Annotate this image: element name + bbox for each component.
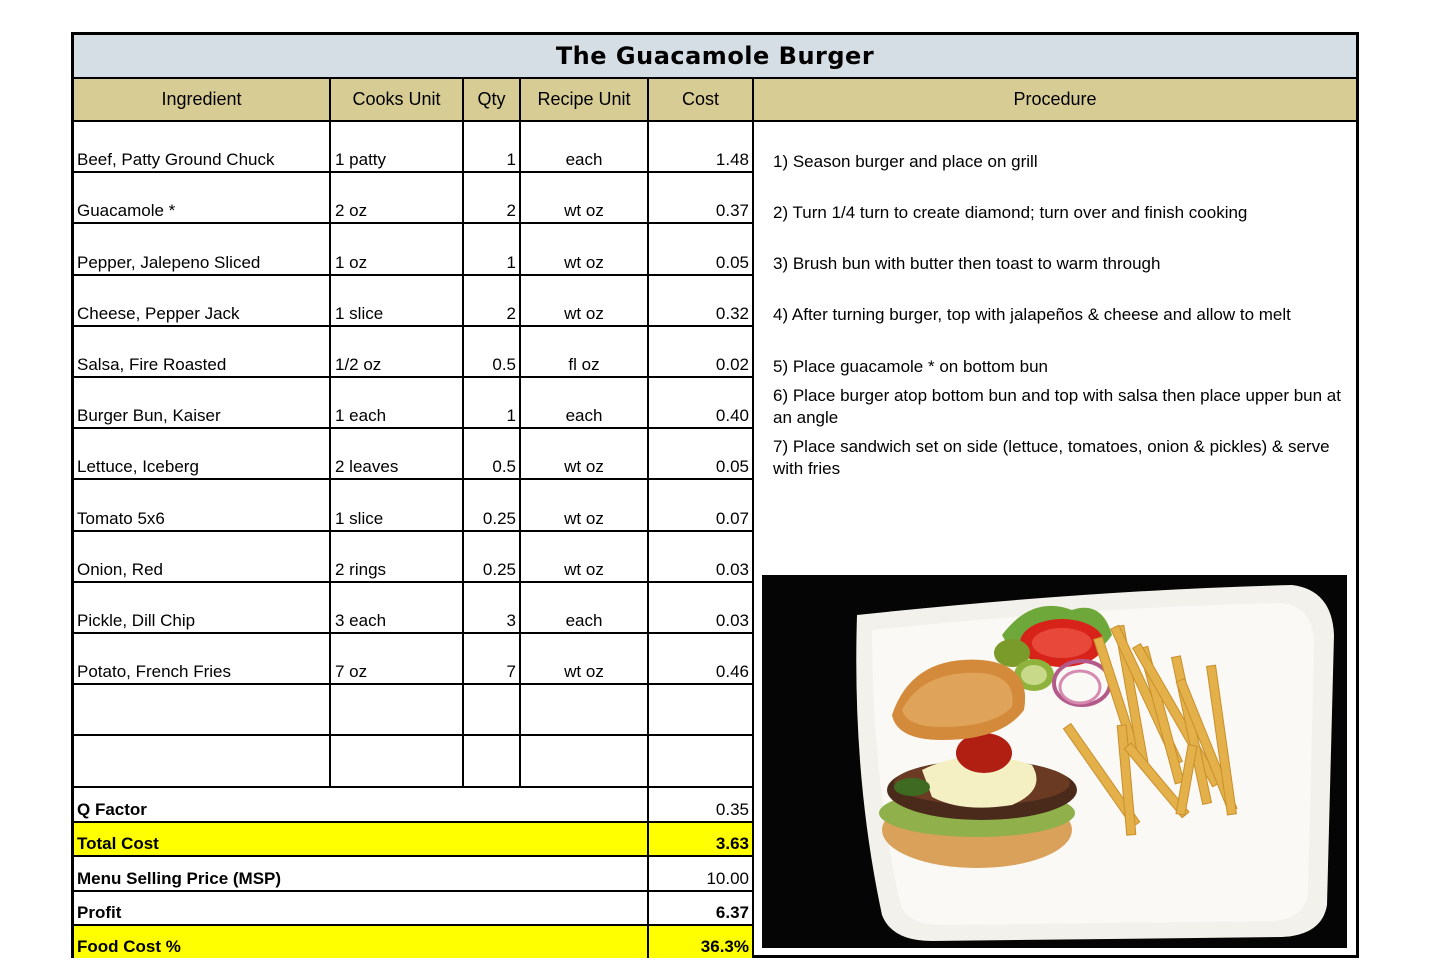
- recipe-unit-cell: fl oz: [521, 327, 649, 376]
- cooks-unit-cell: 1 slice: [331, 276, 464, 325]
- ingredient-name-cell: Beef, Patty Ground Chuck: [74, 122, 331, 171]
- total-cost-label: Total Cost: [74, 823, 649, 855]
- food-cost-value: 36.3%: [649, 926, 754, 958]
- table-row: [74, 378, 754, 429]
- ingredient-name-cell: Lettuce, Iceberg: [74, 429, 331, 478]
- summary-row-profit: [74, 892, 754, 926]
- ingredient-name-cell: Tomato 5x6: [74, 480, 331, 529]
- summary-row-food-cost: [74, 926, 754, 958]
- cooks-unit-cell: 3 each: [331, 583, 464, 632]
- header-procedure: Procedure: [1013, 89, 1097, 109]
- ingredient-name-cell: Onion, Red: [74, 532, 331, 581]
- cost-cell: 1.48: [649, 122, 754, 171]
- header-cost: Cost: [649, 79, 754, 120]
- recipe-unit-cell: each: [521, 378, 649, 427]
- cost-cell: 0.05: [649, 224, 754, 273]
- table-header-row: [74, 79, 1356, 122]
- recipe-unit-cell: wt oz: [521, 480, 649, 529]
- table-row: [74, 583, 754, 634]
- recipe-unit-cell: each: [521, 583, 649, 632]
- ingredient-name-cell: [74, 685, 331, 734]
- cooks-unit-cell: [331, 736, 464, 785]
- recipe-unit-cell: wt oz: [521, 276, 649, 325]
- procedure-step: 2) Turn 1/4 turn to create diamond; turn over and finish cooking: [773, 203, 1248, 222]
- table-row: [74, 532, 754, 583]
- procedure-step: 5) Place guacamole * on bottom bun: [773, 357, 1049, 376]
- cooks-unit-cell: 2 rings: [331, 532, 464, 581]
- cooks-unit-cell: 1 patty: [331, 122, 464, 171]
- cooks-unit-cell: 1/2 oz: [331, 327, 464, 376]
- recipe-unit-cell: wt oz: [521, 173, 649, 222]
- cooks-unit-cell: 7 oz: [331, 634, 464, 683]
- cost-cell: 0.37: [649, 173, 754, 222]
- header-ingredient: Ingredient: [74, 79, 331, 120]
- summary-row-msp: [74, 857, 754, 892]
- cost-cell: 0.02: [649, 327, 754, 376]
- cost-cell: [649, 736, 754, 785]
- total-cost-value: 3.63: [649, 823, 754, 855]
- qty-cell: 3: [464, 583, 521, 632]
- qty-cell: [464, 685, 521, 734]
- recipe-unit-cell: wt oz: [521, 532, 649, 581]
- qty-cell: 2: [464, 173, 521, 222]
- food-cost-label: Food Cost %: [74, 926, 649, 958]
- recipe-unit-cell: [521, 685, 649, 734]
- q-factor-label: Q Factor: [74, 787, 649, 821]
- procedure-step: 3) Brush bun with butter then toast to warm through: [773, 254, 1161, 273]
- header-cooks-unit: Cooks Unit: [331, 79, 464, 120]
- cost-cell: 0.46: [649, 634, 754, 683]
- ingredient-name-cell: [74, 736, 331, 785]
- msp-value: 10.00: [649, 857, 754, 890]
- profit-value: 6.37: [649, 892, 754, 924]
- cooks-unit-cell: 2 oz: [331, 173, 464, 222]
- procedure-step: 6) Place burger atop bottom bun and top with salsa then place upper bun at an angle: [773, 386, 1341, 427]
- cooks-unit-cell: [331, 685, 464, 734]
- cost-cell: 0.05: [649, 429, 754, 478]
- table-row: [74, 736, 754, 787]
- msp-label: Menu Selling Price (MSP): [74, 857, 649, 890]
- qty-cell: 2: [464, 276, 521, 325]
- qty-cell: 1: [464, 224, 521, 273]
- recipe-unit-cell: [521, 736, 649, 785]
- table-row: [74, 429, 754, 480]
- profit-label: Profit: [74, 892, 649, 924]
- header-recipe-unit: Recipe Unit: [521, 79, 649, 120]
- cooks-unit-cell: 1 each: [331, 378, 464, 427]
- ingredient-name-cell: Cheese, Pepper Jack: [74, 276, 331, 325]
- qty-cell: [464, 736, 521, 785]
- header-qty: Qty: [464, 79, 521, 120]
- ingredient-name-cell: Guacamole *: [74, 173, 331, 222]
- cooks-unit-cell: 1 slice: [331, 480, 464, 529]
- procedure-step: 7) Place sandwich set on side (lettuce, tomatoes, onion & pickles) & serve with fries: [773, 437, 1330, 478]
- table-row: [74, 276, 754, 327]
- ingredient-name-cell: Potato, French Fries: [74, 634, 331, 683]
- qty-cell: 1: [464, 122, 521, 171]
- cost-cell: [649, 685, 754, 734]
- recipe-unit-cell: each: [521, 122, 649, 171]
- recipe-title: The Guacamole Burger: [74, 35, 1356, 79]
- cost-cell: 0.03: [649, 583, 754, 632]
- qty-cell: 1: [464, 378, 521, 427]
- table-row: [74, 327, 754, 378]
- cost-cell: 0.07: [649, 480, 754, 529]
- recipe-unit-cell: wt oz: [521, 224, 649, 273]
- table-row: [74, 122, 754, 173]
- recipe-unit-cell: wt oz: [521, 634, 649, 683]
- table-row: [74, 224, 754, 275]
- cost-cell: 0.32: [649, 276, 754, 325]
- qty-cell: 0.25: [464, 480, 521, 529]
- ingredient-name-cell: Salsa, Fire Roasted: [74, 327, 331, 376]
- recipe-sheet: [71, 32, 1359, 958]
- cooks-unit-cell: 1 oz: [331, 224, 464, 273]
- summary-row-total-cost: [74, 823, 754, 857]
- table-row: [74, 634, 754, 685]
- table-row: [74, 480, 754, 531]
- table-row: [74, 173, 754, 224]
- table-row: [74, 685, 754, 736]
- burger-photo: [762, 575, 1347, 948]
- cost-cell: 0.03: [649, 532, 754, 581]
- q-factor-value: 0.35: [649, 787, 754, 821]
- qty-cell: 7: [464, 634, 521, 683]
- ingredient-name-cell: Burger Bun, Kaiser: [74, 378, 331, 427]
- summary-row-q-factor: [74, 787, 754, 823]
- recipe-unit-cell: wt oz: [521, 429, 649, 478]
- ingredient-name-cell: Pickle, Dill Chip: [74, 583, 331, 632]
- qty-cell: 0.5: [464, 429, 521, 478]
- qty-cell: 0.25: [464, 532, 521, 581]
- cost-cell: 0.40: [649, 378, 754, 427]
- procedure-step: 4) After turning burger, top with jalapeños & cheese and allow to melt: [773, 305, 1291, 324]
- qty-cell: 0.5: [464, 327, 521, 376]
- ingredient-name-cell: Pepper, Jalepeno Sliced: [74, 224, 331, 273]
- cooks-unit-cell: 2 leaves: [331, 429, 464, 478]
- procedure-step: 1) Season burger and place on grill: [773, 152, 1038, 171]
